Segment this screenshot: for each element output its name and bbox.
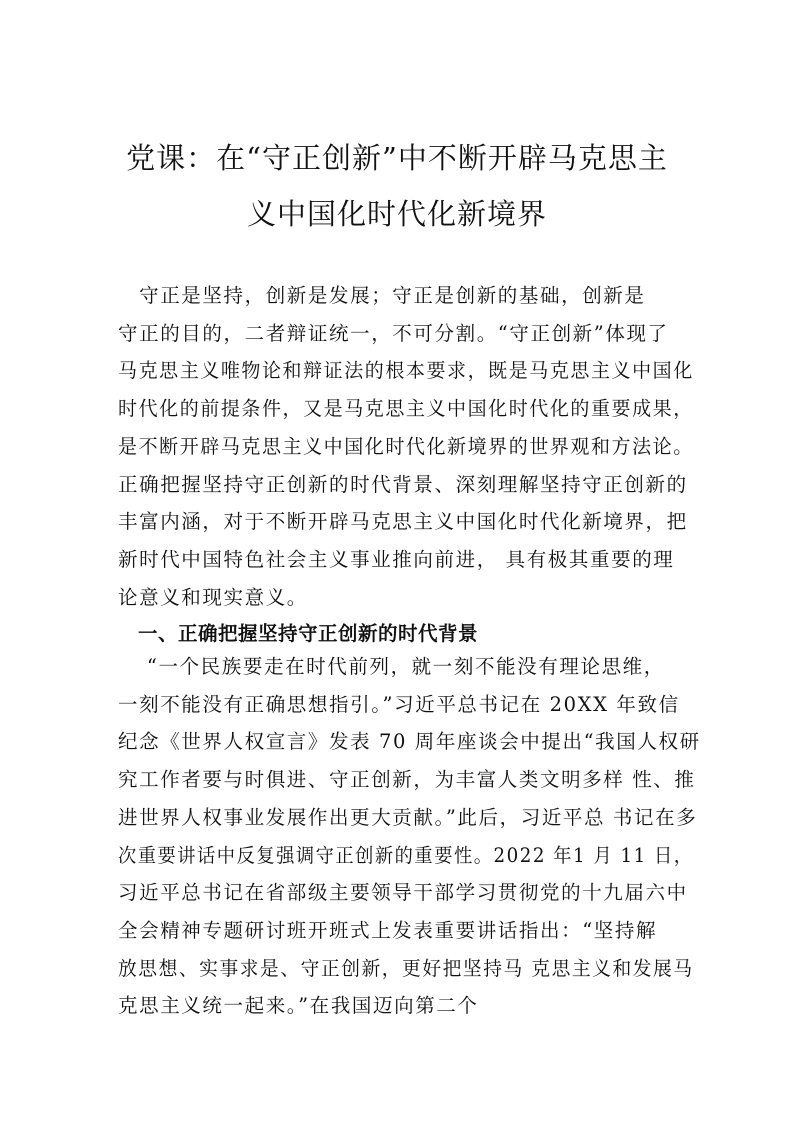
paragraph-line: 正确把握坚持守正创新的时代背景、深刻理解坚持守正创新的 xyxy=(118,472,688,496)
paragraph-line: 次重要讲话中反复强调守正创新的重要性。2022 年1 月 11 日， xyxy=(118,843,694,867)
paragraph-line: 一刻不能没有正确思想指引。”习近平总书记在 20XX 年致信 xyxy=(118,692,680,716)
title-line-2: 义中国化时代化新境界 xyxy=(246,197,547,231)
paragraph-line: 新时代中国特色社会主义事业推向前进， 具有极其重要的理 xyxy=(118,547,675,571)
paragraph-line: 论意义和现实意义。 xyxy=(118,585,308,609)
paragraph-line: 习近平总书记在省部级主要领导干部学习贯彻党的十九届六中 xyxy=(118,881,688,905)
paragraph-line: 纪念《世界人权宣言》发表 70 周年座谈会中提出“我国人权研 xyxy=(118,730,701,754)
title-line-1: 党课：在“守正创新”中不断开辟马克思主 xyxy=(126,141,668,175)
paragraph-line: 马克思主义唯物论和辩证法的根本要求，既是马克思主义中国化 xyxy=(118,359,694,383)
paragraph-line: “一个民族要走在时代前列，就一刻不能没有理论思维， xyxy=(118,655,665,678)
paragraph-line: 全会精神专题研讨班开班式上发表重要讲话指出：“坚持解 xyxy=(118,918,658,942)
paragraph-line: 守正是坚持，创新是发展；守正是创新的基础，创新是 xyxy=(118,284,646,307)
paragraph-line: 放思想、实事求是、守正创新，更好把坚持马 克思主义和发展马 xyxy=(118,956,694,980)
paragraph-line: 究工作者要与时俱进、守正创新，为丰富人类文明多样 性、推 xyxy=(118,768,696,792)
paragraph-line: 进世界人权事业发展作出更大贡献。”此后，习近平总 书记在多 xyxy=(118,805,698,829)
paragraph-line: 守正的目的，二者辩证统一，不可分割。“守正创新”体现了 xyxy=(118,321,669,345)
paragraph-line: 克思主义统一起来。”在我国迈向第二个 xyxy=(118,994,479,1018)
paragraph-line: 时代化的前提条件，又是马克思主义中国化时代化的重要成果， xyxy=(118,397,694,421)
section-heading: 一、正确把握坚持守正创新的时代背景 xyxy=(118,622,479,645)
paragraph-line: 是不断开辟马克思主义中国化时代化新境界的世界观和方法论。 xyxy=(118,434,694,458)
paragraph-line: 丰富内涵，对于不断开辟马克思主义中国化时代化新境界，把 xyxy=(118,510,688,534)
